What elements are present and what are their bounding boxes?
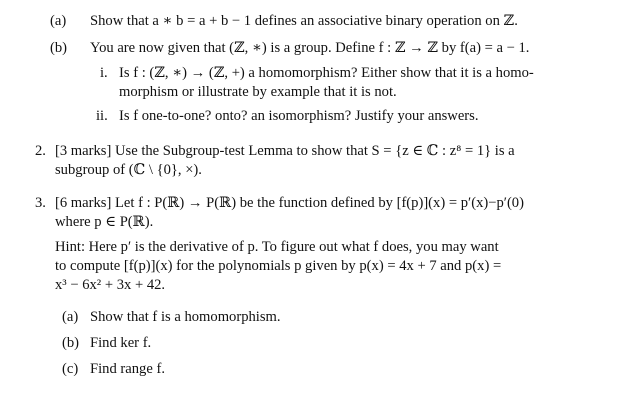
question-3-line1: [6 marks] Let f : P(ℝ) → P(ℝ) be the function defined by [f(p)](x) = p′(x)−p′(0) [55,195,524,211]
part-label-3a: (a) [62,309,79,325]
question-number-3: 3. [35,195,46,211]
item-label-1a: (a) [50,13,67,29]
item-text-1a: Show that a ∗ b = a + b − 1 defines an associative binary operation on ℤ. [90,13,518,29]
question-2-line1: [3 marks] Use the Subgroup-test Lemma to show that S = {z ∈ ℂ : z⁸ = 1} is a [55,143,515,159]
item-text-1b-i-line1: Is f : (ℤ, ∗) → (ℤ, +) a homomorphism? Either show that it is a homo- [119,65,534,81]
part-label-3c: (c) [62,361,79,377]
hint-line1: Hint: Here p′ is the derivative of p. To figure out what f does, you may want [55,239,499,255]
question-2-line2: subgroup of (ℂ \ {0}, ×). [55,162,202,178]
item-text-1b-i-line2: morphism or illustrate by example that it is not. [119,84,397,100]
hint-line2: to compute [f(p)](x) for the polynomials p given by p(x) = 4x + 7 and p(x) = [55,258,502,274]
item-text-1b: You are now given that (ℤ, ∗) is a group. Define f : ℤ → ℤ by f(a) = a − 1. [90,40,530,56]
hint-line3: x³ − 6x² + 3x + 42. [55,277,166,293]
part-text-3c: Find range f. [90,361,165,377]
question-number-2: 2. [35,143,46,159]
item-label-1b: (b) [50,40,68,56]
part-text-3a: Show that f is a homomorphism. [90,309,281,325]
item-label-1b-ii: ii. [96,108,108,124]
part-text-3b: Find ker f. [90,335,152,351]
part-label-3b: (b) [62,335,80,351]
item-label-1b-i: i. [100,65,108,81]
question-3-line2: where p ∈ P(ℝ). [55,214,154,230]
item-text-1b-ii: Is f one-to-one? onto? an isomorphism? Justify your answers. [119,108,479,124]
